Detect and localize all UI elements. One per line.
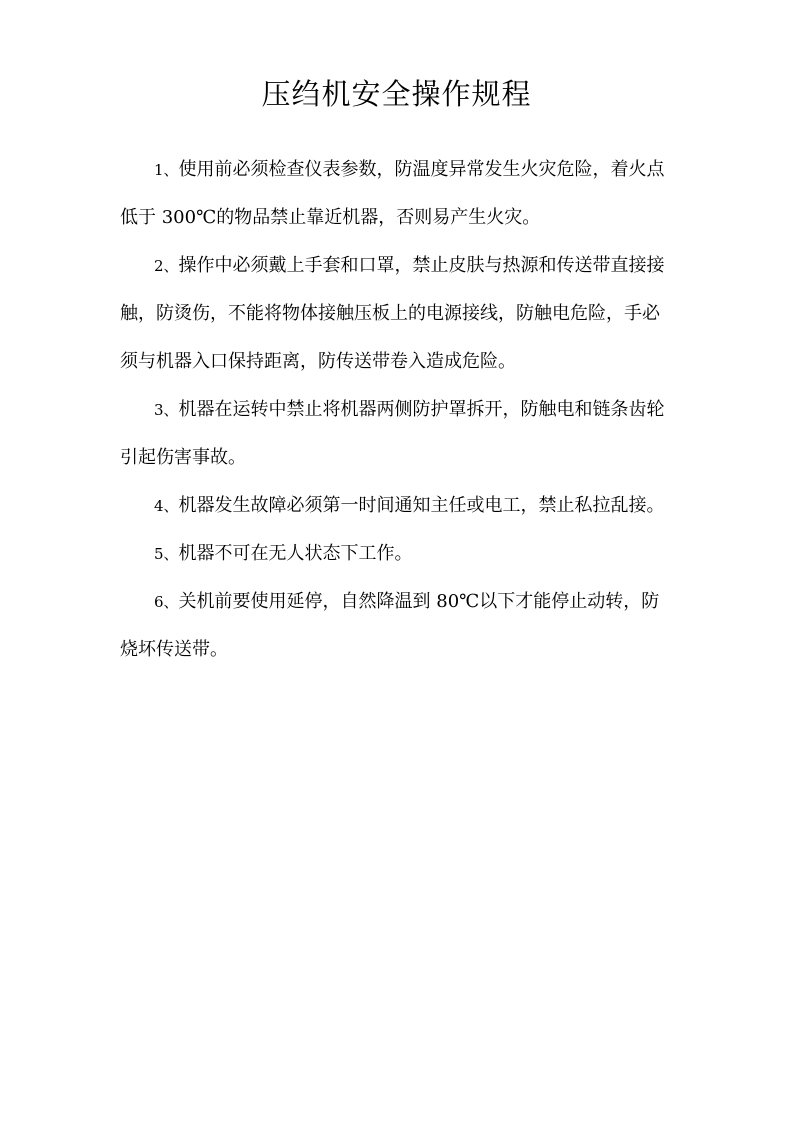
rule-item — [120, 242, 676, 386]
rule-text: 机器发生故障必须第一时间通知主任或电工，禁止私拉乱接。 — [178, 495, 665, 516]
rule-item — [120, 530, 676, 578]
rule-number: 1、 — [154, 161, 179, 179]
rule-text: 操作中必须戴上手套和口罩，禁止皮肤与热源和传送带直接接触，防烫伤，不能将物体接触压板上的电源接线，防触电危险，手必须与机器入口保持距离，防传送带卷入造成危险。 — [120, 255, 665, 372]
document-title: 压绉机安全操作规程 — [261, 77, 532, 111]
rule-number: 3、 — [154, 401, 179, 419]
rule-number: 6、 — [154, 593, 179, 611]
rule-number: 5、 — [154, 545, 179, 563]
rules-list — [120, 146, 676, 674]
rule-item — [120, 386, 676, 482]
rule-text: 机器在运转中禁止将机器两侧防护罩拆开，防触电和链条齿轮引起伤害事故。 — [120, 399, 665, 468]
rule-item — [120, 578, 676, 674]
rule-item — [120, 146, 676, 242]
rule-number: 4、 — [154, 497, 179, 515]
rule-text: 机器不可在无人状态下工作。 — [178, 543, 413, 564]
rule-text: 关机前要使用延停，自然降温到 80℃以下才能停止动转，防烧坏传送带。 — [120, 591, 660, 660]
rule-item — [120, 482, 676, 530]
rule-number: 2、 — [154, 257, 179, 275]
rule-text: 使用前必须检查仪表参数，防温度异常发生火灾危险，着火点低于 300℃的物品禁止靠近机器，否则易产生火灾。 — [120, 159, 665, 228]
